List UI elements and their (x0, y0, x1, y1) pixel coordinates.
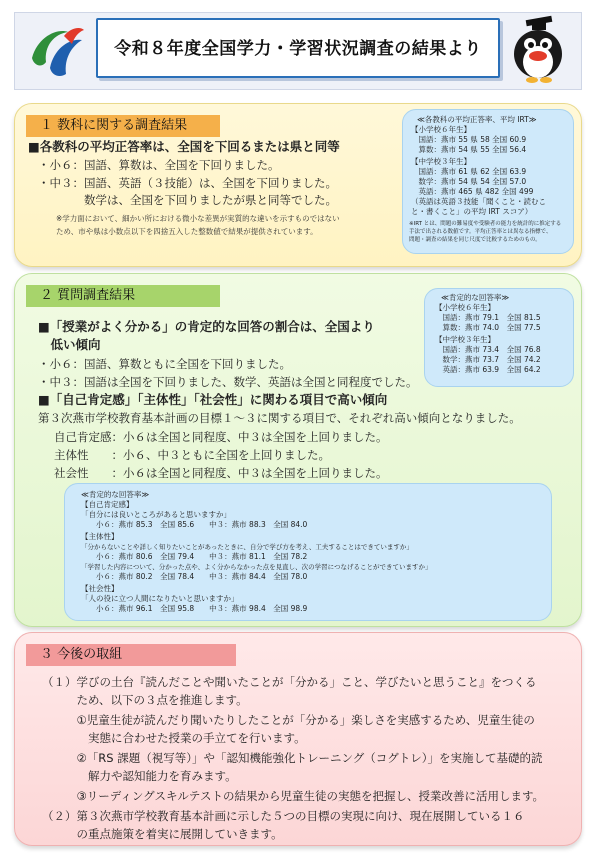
bubble-line: 「学習した内容について、分かった点や、よく分からなかった点を見直し、次の学習につなげることができていますか」 (81, 563, 432, 571)
section3-line: 実態に合わせた授業の手立てを行います。 (42, 731, 306, 745)
bubble-line: 「分からないことや詳しく知りたいことがあったときに、自分で学び方を考え、工夫することはできていますか」 (81, 543, 413, 551)
bubble-note: 問題・調査の結果を同じ尺度で比較するためのもの。 (409, 237, 541, 243)
section2-rate-bubble (424, 288, 574, 387)
bubble-line: 算数：燕市 74.0 全国 77.5 (435, 323, 541, 332)
bubble-line: 国語：燕市 61 県 62 全国 63.9 (411, 167, 527, 176)
section2-lead: ■「授業がよく分かる」の肯定的な回答の割合は、全国より (38, 319, 375, 334)
section1-heading: １ 教科に関する調査結果 (26, 115, 220, 137)
section2-lead: ■「自己肯定感」「主体性」「社会性」に関わる項目で高い傾向 (38, 392, 388, 407)
bubble-line: 英語：燕市 63.9 全国 64.2 (435, 365, 541, 374)
section3-line: ③リーディングスキルテストの結果から児童生徒の実態を把握し、授業改善に活用します。 (42, 789, 545, 803)
section3-line: ②「RS 課題（視写等）」や「認知機能強化トレーニング（コグトレ）」を実施して基礎的読 (42, 751, 543, 765)
bubble-note: 手法で出される数値です。平均正答率とは異なる指標で、 (409, 229, 552, 235)
section1-line: 数学は、全国を下回りましたが県と同等でした。 (38, 193, 337, 207)
section3-heading: ３ 今後の取組 (26, 644, 236, 666)
section1-score-bubble (402, 109, 574, 254)
section2-lead: 低い傾向 (38, 337, 101, 352)
section2-item: 社会性 ：小６は全国と同程度、中３は全国を上回りました。 (54, 466, 388, 480)
bubble-line: 小６：燕市 80.6 全国 79.4 中３：燕市 81.1 全国 78.2 (81, 552, 308, 561)
section2-attitude-bubble (64, 483, 552, 621)
bubble-line: 【社会性】 (81, 584, 119, 593)
section1-line: ・小６：国語、算数は、全国を下回りました。 (38, 158, 280, 172)
section2-line: ・小６：国語、算数ともに全国を下回りました。 (38, 357, 291, 371)
bubble-line: ≪肯定的な回答率≫ (441, 293, 510, 302)
bubble-line: 小６：燕市 80.2 全国 78.4 中３：燕市 84.4 全国 78.0 (81, 572, 308, 581)
section3-line: ①児童生徒が読んだり聞いたりしたことが「分かる」楽しさを実感するため、児童生徒の (42, 713, 535, 727)
bubble-line: 数学：燕市 73.7 全国 74.2 (435, 355, 541, 364)
bubble-line: 小６：燕市 96.1 全国 95.8 中３：燕市 98.4 全国 98.9 (81, 604, 308, 613)
section1-line: ・中３：国語、英語（３技能）は、全国を下回りました。 (38, 176, 337, 190)
bubble-line: 【中学校３年生】 (411, 157, 471, 166)
section1-note: ※学力面において、細かい所における微小な差異が実質的な違いを示すものではない (56, 214, 340, 223)
section3-line: （２）第３次燕市学校教育基本計画に示した５つの目標の実現に向け、現在展開している１６ (42, 809, 525, 823)
section1-note: ため、市や県は小数点以下を四捨五入した整数値で結果が提供されています。 (56, 227, 318, 236)
bubble-line: 算数：燕市 54 県 55 全国 56.4 (411, 145, 527, 154)
city-logo (24, 18, 88, 82)
title-box (96, 18, 500, 78)
bubble-line: 国語：燕市 79.1 全国 81.5 (435, 313, 541, 322)
bubble-line: 「自分には良いところがあると思いますか」 (81, 510, 231, 519)
bubble-line: 国語：燕市 55 県 58 全国 60.9 (411, 135, 527, 144)
bubble-line: 「人の役に立つ人間になりたいと思いますか」 (81, 594, 239, 603)
page-title: 令和８年度全国学力・学習状況調査の結果より (114, 39, 482, 59)
bubble-line: 【小学校６年生】 (435, 303, 495, 312)
penguin-mascot (502, 14, 574, 86)
section2-paragraph: 第３次燕市学校教育基本計画の目標１～３に関する項目で、それぞれ高い傾向となりました。 (38, 411, 521, 425)
section3-line: ため、以下の３点を推進します。 (42, 693, 248, 707)
bubble-line: 【小学校６年生】 (411, 125, 471, 134)
section2-heading: ２ 質問調査結果 (26, 285, 220, 307)
bubble-line: ≪肯定的な回答率≫ (81, 490, 150, 499)
section1-lead: ■各教科の平均正答率は、全国を下回るまたは県と同等 (28, 139, 340, 154)
bubble-line: 小６：燕市 85.3 全国 85.6 中３：燕市 88.3 全国 84.0 (81, 520, 308, 529)
section2-line: ・中３：国語は全国を下回りました、数学、英語は全国と同程度でした。 (38, 375, 418, 389)
bubble-note: ※IRT とは、問題の難易度や受験者の能力を統計的に推定する (409, 221, 562, 227)
bubble-line: 数学：燕市 54 県 54 全国 57.0 (411, 177, 527, 186)
section2-item: 主体性 ：小６、中３ともに全国を上回りました。 (54, 448, 330, 462)
bubble-line: 【自己肯定感】 (81, 500, 134, 509)
section3-line: 解力や認知能力を育みます。 (42, 769, 237, 783)
bubble-line: 国語：燕市 73.4 全国 76.8 (435, 345, 541, 354)
bubble-line: 【中学校３年生】 (435, 335, 495, 344)
bubble-line: 英語：燕市 465 県 482 全国 499 (411, 187, 534, 196)
section2-item: 自己肯定感：小６は全国と同程度、中３は全国を上回りました。 (54, 430, 388, 444)
bubble-line: ≪各教科の平均正答率、平均 IRT≫ (417, 115, 537, 124)
bubble-line: と・書くこと」の平均 IRT スコア） (411, 207, 533, 216)
section3-line: （１）学びの土台『読んだことや聞いたことが「分かる」こと、学びたいと思うこと』をつくる (42, 675, 537, 689)
bubble-line: （英語は英語３技能「聞くこと・読むこ (411, 197, 546, 206)
section3-line: の重点施策を着実に展開していきます。 (42, 827, 283, 841)
bubble-line: 【主体性】 (81, 532, 119, 541)
